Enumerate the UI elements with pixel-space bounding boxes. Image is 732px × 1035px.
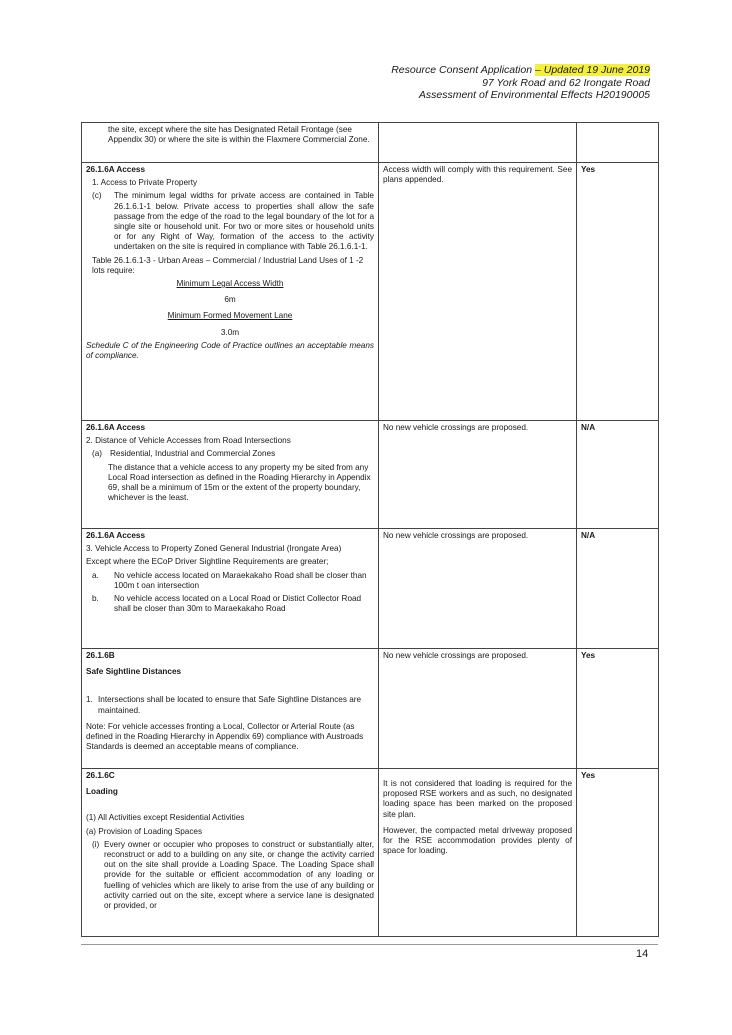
compliance-cell — [577, 123, 659, 163]
rule-heading: 26.1.6B — [86, 651, 115, 660]
response-cell — [379, 769, 577, 937]
rule-item: 1. Access to Private Property — [92, 178, 198, 188]
min-lane-label: Minimum Formed Movement Lane — [167, 311, 293, 321]
min-lane-value: 3.0m — [220, 327, 240, 337]
document-header — [391, 64, 650, 102]
rule-cell — [82, 529, 379, 649]
table-row — [82, 123, 659, 163]
requirements-table — [81, 122, 659, 937]
rule-heading: 26.1.6C — [86, 771, 115, 780]
clause-label: 1. — [86, 695, 93, 705]
clause-text: Intersections shall be located to ensure that Safe Sightline Distances are maintained. — [98, 695, 362, 715]
clause-label: a. — [92, 570, 99, 580]
min-width-label: Minimum Legal Access Width — [176, 279, 284, 289]
clause-text: No vehicle access located on Maraekakaho Road shall be closer than 100m t oan intersection — [114, 570, 367, 590]
sub-clause — [86, 594, 374, 614]
rule-cell — [82, 163, 379, 421]
table-row — [82, 649, 659, 769]
rule-heading: 26.1.6A Access — [86, 165, 146, 174]
compliance-cell — [577, 163, 659, 421]
compliance-status: N/A — [581, 423, 596, 432]
rule-heading: 26.1.6A Access — [86, 423, 146, 432]
sub-clause — [86, 449, 374, 459]
compliance-cell — [577, 649, 659, 769]
response-cell — [379, 123, 577, 163]
response-text: No new vehicle crossings are proposed. — [383, 423, 529, 432]
rule-item: (a) Provision of Loading Spaces — [86, 826, 203, 836]
footer-divider — [81, 944, 658, 945]
clause-label: (a) — [92, 449, 103, 459]
response-text: However, the compacted metal driveway proposed for the RSE accommodation provides plenty of space for loading. — [383, 825, 572, 856]
table-row — [82, 769, 659, 937]
rule-item: 2. Distance of Vehicle Accesses from Road Intersections — [86, 436, 291, 446]
clause-label: (i) — [92, 839, 100, 849]
table-caption: Table 26.1.6.1-3 - Urban Areas – Commercial / Industrial Land Uses of 1 -2 lots require: — [92, 255, 364, 275]
compliance-status: N/A — [581, 531, 596, 540]
note-text: Note: For vehicle accesses fronting a Local, Collector or Arterial Route (as defined in the Roading Hierarchy in Appendix 69) compliance with Austroads Standards is deemed an acceptable means of compliance. — [86, 721, 364, 752]
response-cell — [379, 163, 577, 421]
response-text: No new vehicle crossings are proposed. — [383, 531, 529, 540]
compliance-cell — [577, 421, 659, 529]
rule-cell — [82, 123, 379, 163]
rule-subheading: Loading — [86, 787, 118, 797]
sub-clause — [86, 840, 374, 911]
response-text: No new vehicle crossings are proposed. — [383, 651, 529, 660]
clause-text: No vehicle access located on a Local Road or Distict Collector Road shall be closer than 30m to Maraekakaho Road — [114, 594, 362, 614]
compliance-status: Yes — [581, 771, 596, 780]
compliance-status: Yes — [581, 165, 596, 174]
header-line-2: 97 York Road and 62 Irongate Road — [482, 76, 650, 89]
sub-clause — [86, 571, 374, 591]
sub-clause — [86, 695, 374, 715]
continued-text: the site, except where the site has Designated Retail Frontage (see Appendix 30) or where the site is within the Flaxmere Commercial Zone. — [108, 125, 370, 145]
response-cell — [379, 649, 577, 769]
header-line-3: Assessment of Environmental Effects H20190005 — [418, 89, 650, 101]
rule-item: 3. Vehicle Access to Property Zoned General Industrial (Irongate Area) — [86, 544, 342, 554]
response-text: Access width will comply with this requirement. See plans appended. — [383, 165, 572, 185]
table-row — [82, 163, 659, 421]
clause-text: Residential, Industrial and Commercial Zones — [110, 449, 276, 459]
rule-heading: 26.1.6A Access — [86, 531, 146, 540]
clause-text: Every owner or occupier who proposes to construct or substantially alter, reconstruct or add to a building on any site, or change the activity carried out on the site shall provide a Loading Space. The Loading Space shall provide for the suitable or efficient accommodation of any loading or fuelling of vehicles which are likely to arise from the use of any building or activity carried out on the site, except where a service lane is designated or provided, or — [104, 839, 374, 911]
clause-text: The minimum legal widths for private access are contained in Table 26.1.6.1-1 below. Private access to properties shall allow the safe passage from the edge of the road to the legal boundary of the lot for a single site or household unit. For two or more sites or household units or for any Right of Way, formation of the access to the activity undertaken on the site is required in compliance with Table 26.1.6.1-1. — [114, 191, 374, 252]
schedule-note: Schedule C of the Engineering Code of Practice outlines an acceptable means of compliance. — [86, 340, 374, 361]
rule-cell — [82, 421, 379, 529]
clause-body: The distance that a vehicle access to any property my be sited from any Local Road intersection as defined in the Roading Hierarchy in Appendix 69, shall be a minimum of 15m or the extent of the property boundary, whichever is the least. — [108, 462, 371, 503]
rule-subheading: Safe Sightline Distances — [86, 667, 182, 677]
rule-cell — [82, 649, 379, 769]
response-cell — [379, 421, 577, 529]
table-row — [82, 529, 659, 649]
rule-item: (1) All Activities except Residential Activities — [86, 813, 245, 823]
compliance-status: Yes — [581, 651, 596, 660]
header-line-1: Resource Consent Application – Updated 19 June 2019 — [391, 64, 650, 76]
response-text: It is not considered that loading is required for the proposed RSE workers and as such, no designated loading space has been marked on the proposed site plan. — [383, 779, 572, 819]
clause-label: (c) — [92, 191, 102, 201]
rule-cell — [82, 769, 379, 937]
page-number: 14 — [636, 948, 649, 960]
min-width-value: 6m — [224, 295, 236, 305]
compliance-cell — [577, 769, 659, 937]
table-row — [82, 421, 659, 529]
highlighted-update-date: – Updated 19 June 2019 — [534, 64, 650, 76]
clause-label: b. — [92, 594, 99, 604]
response-cell — [379, 529, 577, 649]
compliance-cell — [577, 529, 659, 649]
exception-text: Except where the ECoP Driver Sightline Requirements are greater; — [86, 557, 329, 567]
sub-clause — [86, 191, 374, 252]
